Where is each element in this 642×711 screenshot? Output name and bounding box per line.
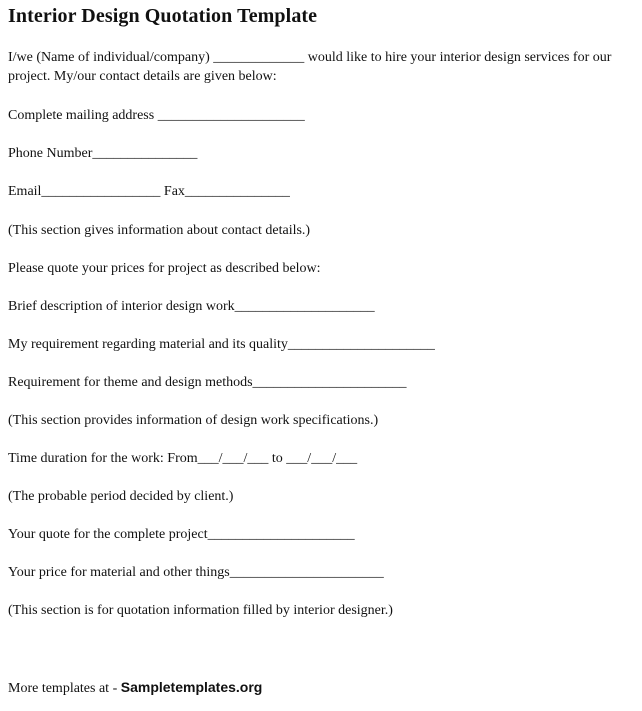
material-price-field: Your price for material and other things______________________ [8,565,384,580]
brief-description-field: Brief description of interior design work____________________ [8,299,375,314]
theme-requirement-field: Requirement for theme and design methods______________________ [8,375,407,390]
email-fax-field: Email_________________ Fax_______________ [8,184,290,199]
intro-paragraph: I/we (Name of individual/company) _____________ would like to hire your interior design services for our project. My/our contact details are given below: [8,50,612,84]
period-note: (The probable period decided by client.) [8,489,234,504]
quotation-note: (This section is for quotation information filled by interior designer.) [8,603,393,618]
quote-request-text: Please quote your prices for project as described below: [8,261,321,276]
footer-site-link[interactable]: Sampletemplates.org [120,679,263,695]
contact-details-note: (This section gives information about contact details.) [8,223,311,238]
complete-quote-field: Your quote for the complete project_____________________ [8,527,355,542]
material-requirement-field: My requirement regarding material and its quality_____________________ [8,337,435,352]
footer-prefix: More templates at - [8,681,121,696]
specification-note: (This section provides information of design work specifications.) [8,413,379,428]
time-duration-field: Time duration for the work: From___/___/___ to ___/___/___ [8,451,358,466]
document-title: Interior Design Quotation Template [8,5,318,27]
phone-number-field: Phone Number_______________ [8,146,198,161]
footer [8,678,262,698]
mailing-address-field: Complete mailing address _____________________ [8,108,305,123]
